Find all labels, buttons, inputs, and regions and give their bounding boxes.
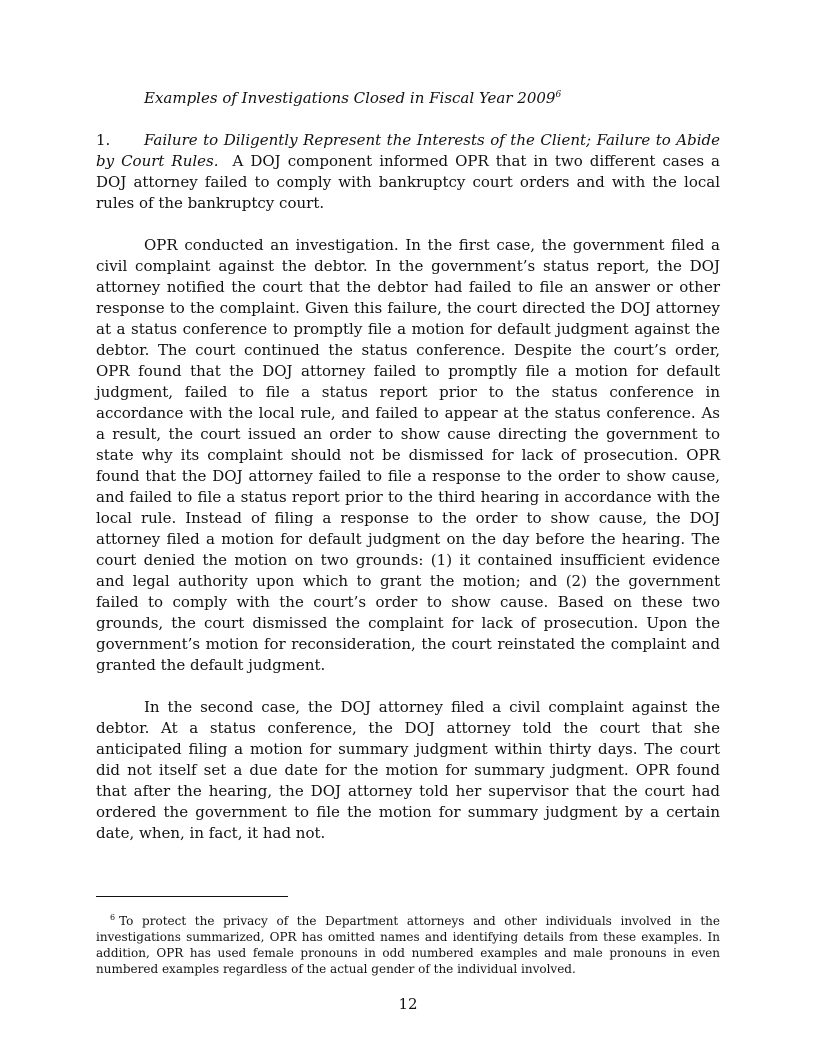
item-number: 1.: [96, 131, 111, 149]
footnote-text: To protect the privacy of the Department attorneys and other individuals involved in the investigations summarized, OPR has omitted names and identifying details from these examples. In addition, OPR has used female pronouns in odd numbered examples and male pronouns in even numbered examples regardless of the actual gender of the individual involved.: [96, 914, 720, 976]
page-number: 12: [398, 995, 418, 1013]
footnote-reference: 6: [555, 90, 562, 100]
footnote-divider: [96, 896, 288, 897]
document-body: [96, 88, 720, 865]
section-heading: [96, 88, 720, 109]
second-case-paragraph: In the second case, the DOJ attorney filed a civil complaint against the debtor. At a status conference, the DOJ attorney told the court that she anticipated filing a motion for summary judgment within thirty days. The court did not itself set a due date for the motion for summary judgment. OPR found that after the hearing, the DOJ attorney told her supervisor that the court had ordered the government to file the motion for summary judgment by a certain date, when, in fact, it had not.: [96, 698, 720, 842]
item-1-paragraph: [96, 130, 720, 214]
footnote-marker: 6: [110, 913, 116, 922]
footnote: [96, 913, 720, 977]
item-text: A DOJ component informed OPR that in two different cases a DOJ attorney failed to comply with bankruptcy court orders and with the local rules of the bankruptcy court.: [96, 152, 720, 212]
item-title: Failure to Diligently Represent the Interests of the Client; Failure to Abide by Court Rules.: [96, 131, 720, 170]
section-heading-text: Examples of Investigations Closed in Fiscal Year 2009: [144, 89, 556, 107]
first-case-paragraph: OPR conducted an investigation. In the first case, the government filed a civil complaint against the debtor. In the government’s status report, the DOJ attorney notified the court that the debtor had failed to file an answer or other response to the complaint. Given this failure, the court directed the DOJ attorney at a status conference to promptly file a motion for default judgment against the debtor. The court continued the status conference. Despite the court’s order, OPR found that the DOJ attorney failed to promptly file a motion for default judgment, failed to file a status report prior to the status conference in accordance with the local rule, and failed to appear at the status conference. As a result, the court issued an order to show cause directing the government to state why its complaint should not be dismissed for lack of prosecution. OPR found that the DOJ attorney failed to file a response to the order to show cause, and failed to file a status report prior to the third hearing in accordance with the local rule. Instead of filing a response to the order to show cause, the DOJ attorney filed a motion for default judgment on the day before the hearing. The court denied the motion on two grounds: (1) it contained insufficient evidence and legal authority upon which to grant the motion; and (2) the government failed to comply with the court’s order to show cause. Based on these two grounds, the court dismissed the complaint for lack of prosecution. Upon the government’s motion for reconsideration, the court reinstated the complaint and granted the default judgment.: [96, 236, 720, 674]
